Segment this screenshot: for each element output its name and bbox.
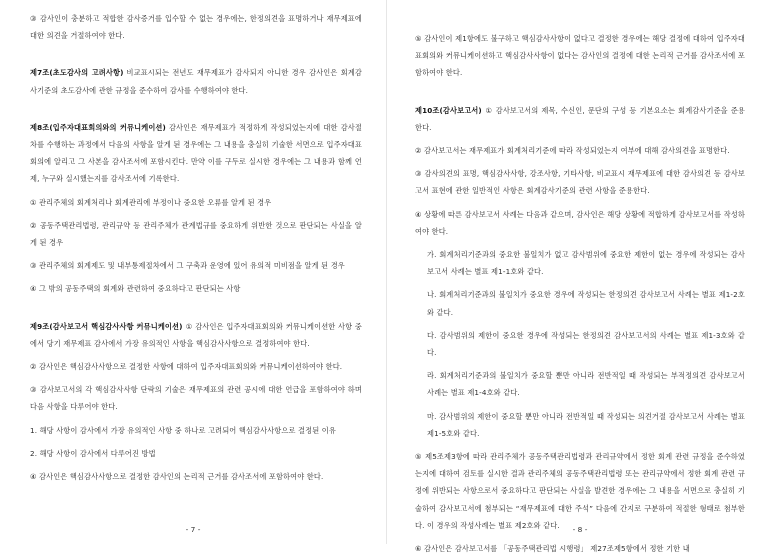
left-intro-paragraph: ③ 감사인이 충분하고 적합한 감사증거를 입수할 수 없는 경우에는, 한정의견을 표명하거나 재무제표에 대한 의견을 거절하여야 한다. — [30, 14, 362, 41]
article-9-body: ① 감사인은 입주자대표회의와 커뮤니케이션한 사항 중에서 당기 재무제표 감사에서 가장 유의적인 사항을 핵심감사사항으로 결정하여야 한다. — [30, 321, 362, 348]
article-9-item: 2. 해당 사항이 감사에서 다루어진 방법 — [30, 448, 156, 458]
article-7-heading: 제7조(초도감사의 고려사항) — [30, 68, 124, 78]
right-intro-paragraph: ⑤ 감사인이 제1항에도 불구하고 핵심감사사항이 없다고 결정한 경우에는 해당 결정에 대하여 입주자대표회의와 커뮤니케이션하고 핵심감사사항이 없다는 감사인의 결정에 대한 논리적 근거를 감사조서에 포함하여야 한다. — [415, 34, 745, 78]
article-10-heading: 제10조(감사보고서) — [415, 105, 482, 115]
article-9-item: ③ 감사보고서의 각 핵심감사사항 단락의 기술은 재무제표의 관련 공시에 대한 언급을 포함하여야 하며 다음 사항을 다루어야 한다. — [30, 385, 362, 412]
article-8-item: ① 관리주체의 회계처리나 회계관리에 부정이나 중요한 오류를 알게 된 경우 — [30, 197, 272, 207]
article-10-subitem: 가. 회계처리기준과의 중요한 불일치가 없고 감사범위에 중요한 제한이 없는 경우에 작성되는 감사보고서 사례는 별표 제1-1호와 같다. — [427, 250, 745, 277]
right-page — [387, 0, 773, 554]
article-10 — [415, 102, 745, 136]
article-8-body: 감사인은 재무제표가 적정하게 작성되었는지에 대한 감사절차를 수행하는 과정에서 다음의 사항을 알게 된 경우에는 그 내용을 충실히 기술한 서면으로 입주자대표회의에 알리고 그 사본을 감사조서에 포함시킨다. 만약 이를 구두로 실시한 경우에는 그 내용과 함께 언제, 누구와 실시했는지를 감사조서에 기록한다. — [30, 122, 362, 184]
left-page-number: - 7 - — [185, 525, 201, 534]
article-8-item: ④ 그 밖의 공동주택의 회계와 관련하여 중요하다고 판단되는 사항 — [30, 284, 241, 294]
article-9-item: ④ 감사인은 핵심감사사항으로 결정한 감사인의 논리적 근거를 감사조서에 포함하여야 한다. — [30, 472, 324, 482]
article-7-body: 비교표시되는 전년도 재무제표가 감사되지 아니한 경우 감사인은 회계감사기준의 초도감사에 관한 규정을 준수하여 감사를 수행하여야 한다. — [30, 68, 363, 95]
article-10-body: ① 감사보고서의 제목, 수신인, 문단의 구성 등 기본요소는 회계감사기준을 준용한다. — [415, 105, 745, 132]
article-8-item: ② 공동주택관리법령, 관리규약 등 관리주체가 관계법규를 중요하게 위반한 것으로 판단되는 사실을 알게 된 경우 — [30, 220, 362, 248]
article-9-heading: 제9조(감사보고서 핵심감사사항 커뮤니케이션) — [30, 321, 183, 331]
article-10-subitem: 라. 회계처리기준과의 불일치가 중요할 뿐만 아니라 전반적일 때 작성되는 부적정의견 감사보고서 사례는 별표 제1-4호와 같다. — [427, 371, 745, 398]
article-8 — [30, 119, 362, 188]
article-10-item: ③ 감사의견의 표명, 핵심감사사항, 강조사항, 기타사항, 비교표시 재무제표에 대한 감사의견 등 감사보고서 표현에 관한 일반적인 사항은 회계감사기준의 관련 사항을 준용한다. — [415, 169, 745, 196]
article-10-item: ⑤ 제5조제3항에 따라 관리주체가 공동주택관리법령과 관리규약에서 정한 회계 관련 규정을 준수하였는지에 대하여 검토를 실시한 결과 관리주체의 공동주택관리법령 또는 관리규약에서 정한 회계 관련 규정에 위반되는 사항으로서 중요하다고 판단되는 사실을 발견한 경우에는 그 내용을 서면으로 충실히 기술하여 감사보고서에 첨부되는 “재무제표에 대한 주석” 다음에 간지로 구분하여 적절한 형태로 첨부한다. 이 경우의 작성사례는 별표 제2호와 같다. — [415, 452, 745, 530]
article-9-item: 1. 해당 사항이 감사에서 가장 유의적인 사항 중 하나로 고려되어 핵심감사사항으로 결정된 이유 — [30, 425, 336, 435]
article-10-subitem: 다. 감사범위의 제한이 중요한 경우에 작성되는 한정의견 감사보고서의 사례는 별표 제1-3호와 같다. — [427, 330, 745, 358]
article-8-item: ③ 관리주체의 회계제도 및 내부통제절차에서 그 구축과 운영에 있어 유의적 미비점을 알게 된 경우 — [30, 261, 345, 271]
article-9-item: ② 감사인은 핵심감사사항으로 결정한 사항에 대하여 입주자대표회의와 커뮤니케이션하여야 한다. — [30, 362, 343, 372]
article-9 — [30, 318, 362, 352]
left-page — [0, 0, 386, 544]
article-10-item: ② 감사보고서는 재무제표가 회계처리기준에 따라 작성되었는지 여부에 대해 감사의견을 표명한다. — [415, 146, 730, 156]
article-7 — [30, 64, 362, 98]
article-10-subitem: 마. 감사범위의 제한이 중요할 뿐만 아니라 전반적일 때 작성되는 의견거절 감사보고서 사례는 별표 제1-5호와 같다. — [427, 411, 745, 438]
article-10-subitem: 나. 회계처리기준과의 불일치가 중요한 경우에 작성되는 한정의견 감사보고서 사례는 별표 제1-2호와 같다. — [427, 290, 745, 317]
article-8-heading: 제8조(입주자대표회의와의 커뮤니케이션) — [30, 122, 166, 132]
right-page-number: - 8 - — [572, 525, 588, 534]
article-10-item: ⑥ 감사인은 감사보고서를 「공동주택관리법 시행령」 제27조제5항에서 정한 기한 내 — [415, 544, 690, 554]
article-10-item: ④ 상황에 따른 감사보고서 사례는 다음과 같으며, 감사인은 해당 상황에 적합하게 감사보고서를 작성하여야 한다. — [415, 209, 745, 236]
